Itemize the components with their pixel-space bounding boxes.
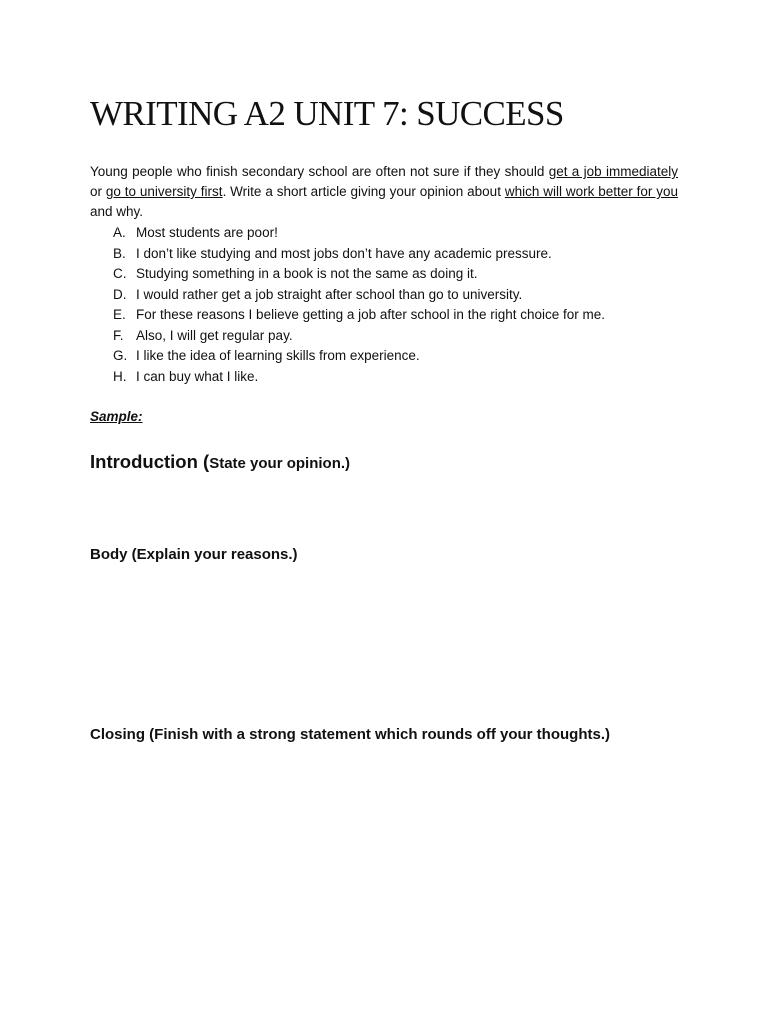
introduction-heading bbox=[90, 448, 350, 478]
list-item-text: I can buy what I like. bbox=[136, 368, 259, 384]
closing-heading: Closing (Finish with a strong statement which rounds off your thoughts.) bbox=[90, 726, 610, 743]
list-item bbox=[90, 305, 690, 326]
prompt-underline-option-1: get a job immediately bbox=[548, 164, 678, 179]
prompt-underline-option-2: go to university first bbox=[105, 184, 223, 199]
sentence-list bbox=[90, 223, 690, 387]
introduction-hint: State your opinion.) bbox=[209, 455, 351, 472]
prompt-text-2: or bbox=[90, 184, 106, 199]
introduction-heading-text: Introduction ( bbox=[90, 451, 210, 472]
list-item-text: I like the idea of learning skills from experience. bbox=[136, 348, 420, 363]
list-item-letter: G. bbox=[113, 348, 128, 363]
list-item-text: Studying something in a book is not the same as doing it. bbox=[136, 266, 478, 281]
list-item bbox=[90, 264, 690, 285]
list-item-text: Most students are poor! bbox=[136, 225, 278, 240]
list-item bbox=[90, 367, 690, 388]
list-item-letter: C. bbox=[113, 266, 127, 281]
writing-prompt bbox=[90, 162, 678, 222]
list-item-text: I would rather get a job straight after school than go to university. bbox=[136, 286, 523, 302]
list-item-text: I don’t like studying and most jobs don’t have any academic pressure. bbox=[136, 245, 552, 261]
list-item-text: For these reasons I believe getting a job after school in the right choice for me. bbox=[136, 307, 606, 322]
list-item bbox=[90, 244, 690, 265]
list-item-text: Also, I will get regular pay. bbox=[136, 327, 293, 343]
prompt-text-4: and why. bbox=[90, 204, 144, 219]
prompt-underline-question: which will work better for you bbox=[504, 184, 679, 199]
list-item bbox=[90, 285, 690, 306]
list-item-letter: D. bbox=[113, 286, 127, 302]
list-item-letter: H. bbox=[113, 368, 127, 384]
page-title: WRITING A2 UNIT 7: SUCCESS bbox=[90, 94, 564, 133]
prompt-text-3: . Write a short article giving your opinion about bbox=[222, 184, 505, 199]
list-item bbox=[90, 346, 690, 367]
list-item-letter: A. bbox=[113, 225, 126, 240]
list-item-letter: F. bbox=[113, 327, 124, 343]
sample-label: Sample: bbox=[90, 409, 143, 424]
list-item-letter: B. bbox=[113, 245, 126, 261]
prompt-text-1: Young people who finish secondary school are often not sure if they should bbox=[90, 164, 549, 179]
body-heading: Body (Explain your reasons.) bbox=[90, 546, 298, 563]
list-item bbox=[90, 326, 690, 347]
list-item bbox=[90, 223, 690, 244]
list-item-letter: E. bbox=[113, 307, 126, 322]
